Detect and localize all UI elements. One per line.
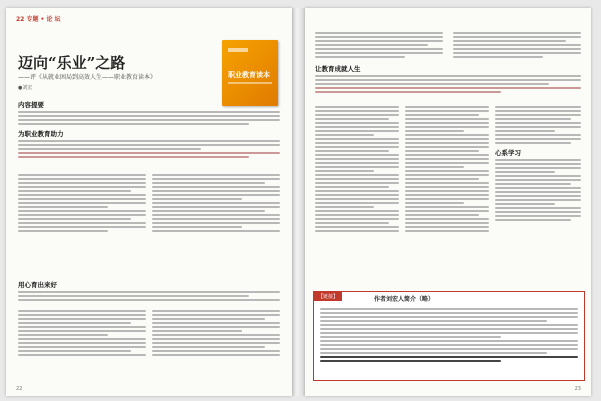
column-1 (315, 104, 399, 234)
section-heading: 让教育成就人生 (315, 65, 361, 73)
column-left (18, 172, 146, 234)
section-heading: 内容提要 (18, 101, 44, 109)
page-header: 22 专题 • 论 坛 (16, 16, 61, 23)
book-gutter (292, 8, 305, 396)
section-block (18, 276, 280, 303)
column-right-2 (152, 308, 280, 358)
article-author: ●刘宏 (18, 85, 33, 91)
link-tag: 【链接】 (314, 292, 342, 301)
column-2 (405, 104, 489, 234)
link-box (313, 291, 585, 381)
article-subtitle: ——评《从就业困局到高效人生——职业教育读本》 (18, 74, 157, 81)
column-left (315, 30, 443, 60)
column-left-2 (18, 308, 146, 358)
section-heading: 为职业教育助力 (18, 130, 64, 138)
abstract-block (18, 96, 280, 160)
section-heading: 心系学习 (495, 149, 521, 157)
column-right (453, 30, 581, 60)
section-block (315, 60, 581, 95)
book-cover-title: 职业教育读本 (228, 71, 270, 79)
link-title: 作者刘宏人简介（略） (374, 296, 435, 303)
left-page (6, 8, 292, 396)
page-number: 23 (574, 386, 581, 392)
section-heading: 用心育出来好 (18, 281, 57, 289)
page-number: 22 (16, 386, 23, 392)
article-title: 迈向“乐业”之路 (18, 54, 126, 72)
column-3 (495, 104, 581, 223)
column-right (152, 172, 280, 234)
right-page (305, 8, 591, 396)
